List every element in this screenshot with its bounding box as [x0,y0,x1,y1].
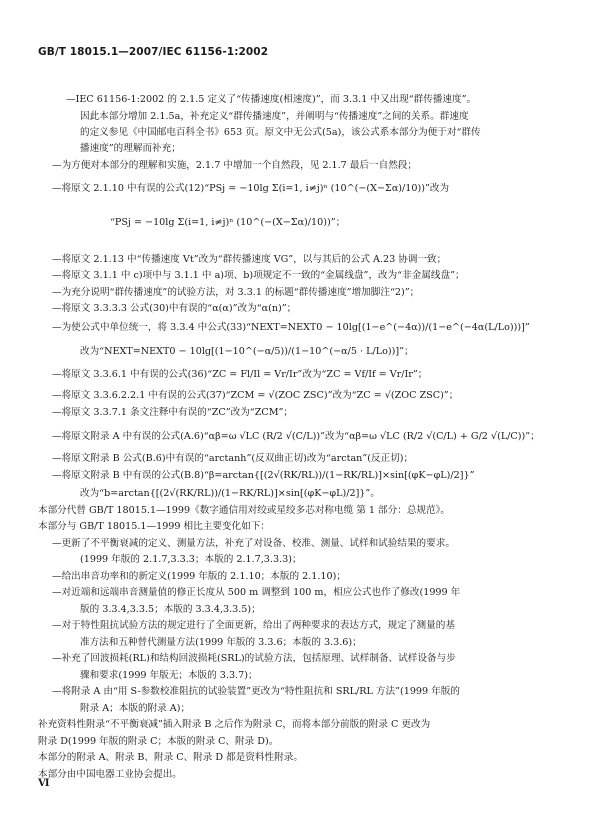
text-line: —将原文 2.1.10 中有误的公式(12)“PSj = −10lg Σ(i=1, i≠j)ⁿ (10^(−(X−Σα)/10))”改为 [52,183,450,194]
text-line: —将原文附录 B 公式(B.6)中有误的“arctanh”(反双曲正切)改为“arctan”(反正切)； [52,453,414,464]
text-line: —为充分说明“群传播速度”的试验方法，对 3.3.1 的标题“群传播速度”增加脚注“2)”； [52,287,420,298]
text-line: “PSj = −10lg Σ(i=1, i≠j)ⁿ (10^(−(X−Σα)/10))”； [110,217,346,228]
text-line: —将原文 3.1.1 中 c)项中与 3.1.1 中 a)项、b)项规定不一致的“金属线盘”，改为“非金属线盘”； [52,270,465,281]
page-number: Ⅵ [38,778,50,789]
text-line: 本部分由中国电器工业协会提出。 [38,769,182,780]
document-header: GB/T 18015.1—2007/IEC 61156-1:2002 [38,46,269,58]
text-line: 版的 3.3.4,3.3.5；本版的 3.3.4,3.3.5)； [80,604,261,615]
text-line: —补充了回波损耗(RL)和结构回波损耗(SRL)的试验方法，包括原理、试样制备、试样设备与步 [52,653,456,664]
text-line: —将附录 A 由“用 S-参数校准阻抗的试验装置”更改为“特性阻抗和 SRL/RL 方法”(1999 年版的 [52,686,460,697]
text-line: 改为“NEXT=NEXT0 − 10lg[(1−10^(−α/5))/(1−10^(−α/5 · L/Lo))]”； [80,346,414,357]
text-line: 附录 A；本版的附录 A)； [80,703,191,714]
text-line: —给出串音功率和的新定义(1999 年版的 2.1.10；本版的 2.1.10)； [52,571,346,582]
text-line: —将原文 3.3.6.1 中有误的公式(36)“ZC = Fl/Il = Vr/Ir”改为“ZC = Vf/If = Vr/Ir”； [52,369,428,380]
text-line: 本部分的附录 A、附录 B、附录 C、附录 D 都是资料性附录。 [38,752,303,763]
text-line: 准方法和五种替代测量方法(1999 年版的 3.3.6；本版的 3.3.6)； [80,637,362,648]
text-line: 改为“b=arctan{[(2√(RK/RL))/(1−RK/RL)]×sin[(φK−φL)/2]}”。 [80,488,380,499]
text-line: —将原文 2.1.13 中“传播速度 Vt”改为“群传播速度 VG”，以与其后的公式 A.23 协调一致； [52,254,447,265]
text-line: —将原文附录 B 中有误的公式(B.8)“β=arctan{[(2√(RK/RL))/(1−RK/RL)]×sin[(φK−φL)/2]}” [52,470,475,481]
text-line: —为使公式中单位统一，将 3.3.4 中公式(33)“NEXT=NEXT0 − 10lg[(1−e^(−4α))/(1−e^(−4α(L/Lo)))]” [52,322,530,333]
text-line: —IEC 61156-1:2002 的 2.1.5 定义了“传播速度(相速度)”，而 3.3.1 中又出现“群传播速度”。 [66,94,477,105]
text-line: —将原文附录 A 中有误的公式(A.6)“αβ=ω √LC (R/2 √(C/L))”改为“αβ=ω √LC (R/2 √(C/L) + G/2 √(L/C))”； [52,431,540,442]
text-line: —为方便对本部分的理解和实施，2.1.7 中增加一个自然段，见 2.1.7 最后一自然段； [52,160,417,171]
text-line: —更新了不平衡衰减的定义、测量方法，补充了对设备、校准、测量、试样和试验结果的要求。 [52,538,455,549]
text-line: 播速度”的理解而补充； [80,143,181,154]
text-line: —将原文 3.3.6.2.2.1 中有误的公式(37)“ZCM = √(ZOC ZSC)”改为“ZC = √(ZOC ZSC)”； [52,390,459,401]
text-line: (1999 年版的 2.1.7,3.3.3；本版的 2.1.7,3.3.3)； [80,554,302,565]
text-line: —对近端和远端串音测量值的修正长度从 500 m 调整到 100 m，相应公式也作了修改(1999 年 [52,587,461,598]
text-line: 本部分与 GB/T 18015.1—1999 相比主要变化如下： [38,521,270,532]
text-line: 的定义参见《中国邮电百科全书》653 页。原文中无公式(5a)，该公式系本部分为便于对“群传 [80,127,481,138]
text-line: —将原文 3.3.3.3 公式(30)中有误的“α(α)”改为“α(n)”； [52,303,297,314]
text-line: 骤和要求(1999 年版无；本版的 3.3.7)； [80,670,258,681]
text-line: 因此本部分增加 2.1.5a，补充定义“群传播速度”，并阐明与“传播速度”之间的关系。群速度 [80,111,469,122]
text-line: 补充资料性附录“不平衡衰减”插入附录 B 之后作为附录 C，而将本部分前版的附录 C 更改为 [38,719,431,730]
text-line: 附录 D(1999 年版的附录 C；本版的附录 C、附录 D)。 [38,736,279,747]
text-line: 本部分代替 GB/T 18015.1—1999《数字通信用对绞或星绞多芯对称电缆 第 1 部分：总规范》。 [38,505,450,516]
text-line: —对于特性阻抗试验方法的规定进行了全面更新，给出了两种要求的表达方式，规定了测量的基 [52,620,455,631]
text-line: —将原文 3.3.7.1 条文注释中有误的“ZC”改为“ZCM”； [52,407,294,418]
